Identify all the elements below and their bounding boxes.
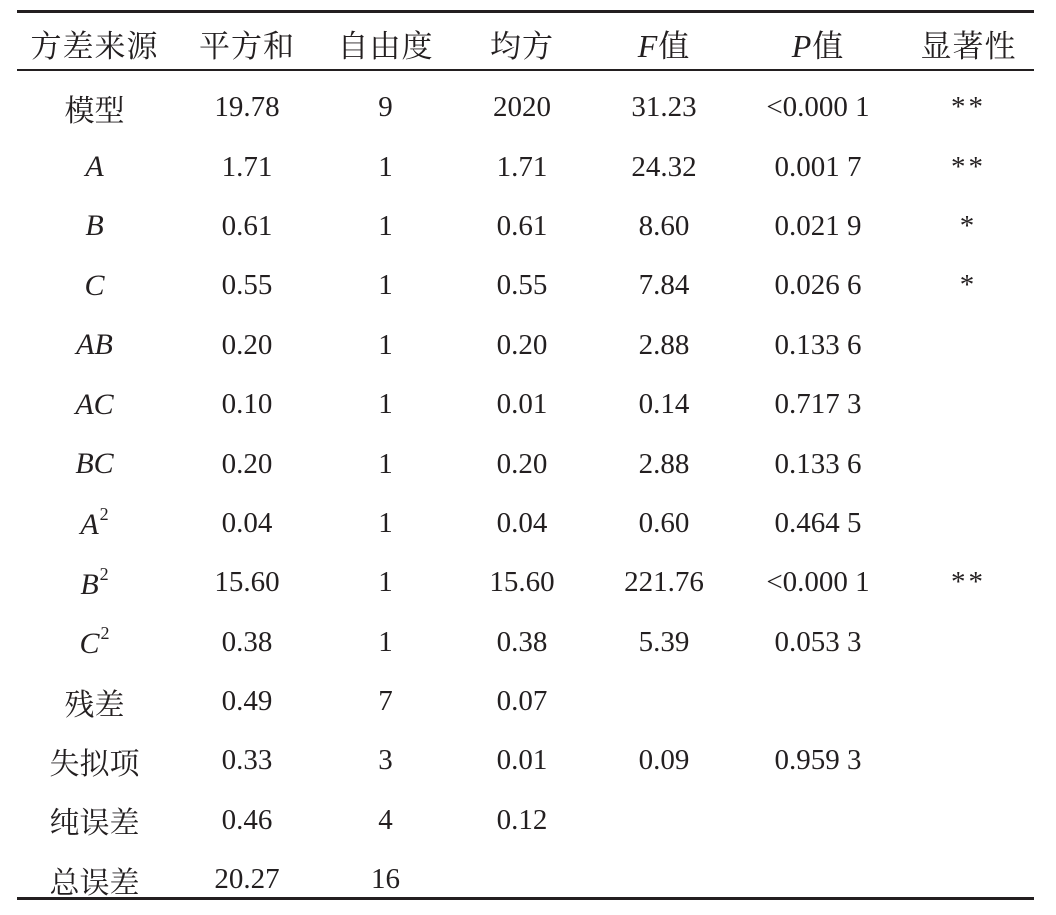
source-label: C [79,627,100,661]
cell-significance [903,494,1034,553]
cell-mean-square: 0.01 [496,744,548,777]
cell-source [17,256,172,315]
cell-f-value: 5.39 [638,625,690,658]
cell-significance [903,434,1034,493]
cell-p-value: 0.464 5 [774,506,862,539]
cell-df: 1 [378,625,393,658]
header-df: 自由度 [337,28,434,65]
cell-df: 1 [378,447,393,480]
cell-f-value: 8.60 [638,209,690,242]
cell-df: 1 [378,388,393,421]
cell-source [17,791,172,850]
cell-source [17,731,172,790]
cell-source [17,494,172,553]
cell-df: 16 [371,863,400,896]
cell-source [17,375,172,434]
table-row [17,375,1034,434]
table-row [17,78,1034,137]
header-f-value [595,0,733,78]
source-exponent: 2 [99,504,109,525]
cell-p-value: <0.000 1 [766,91,870,124]
cell-source [17,434,172,493]
cell-p-value: 0.133 6 [774,328,862,361]
cell-p-value: <0.000 1 [766,566,870,599]
table-row [17,731,1034,790]
cell-df: 3 [378,744,393,777]
header-f-letter: F [637,27,659,64]
cell-df: 1 [378,506,393,539]
table-row [17,613,1034,672]
cell-p-value: 0.021 9 [774,209,862,242]
cell-significance [903,316,1034,375]
cell-mean-square: 0.07 [496,685,548,718]
cell-df: 1 [378,150,393,183]
cell-sum-of-squares: 0.20 [221,447,273,480]
cell-mean-square: 0.12 [496,803,548,836]
source-label: 总误差 [49,865,140,901]
cell-df: 1 [378,328,393,361]
cell-mean-square: 0.20 [496,447,548,480]
cell-f-value: 0.14 [638,388,690,421]
cell-source [17,316,172,375]
source-label: 模型 [64,93,125,129]
cell-f-value: 7.84 [638,269,690,302]
table-row [17,494,1034,553]
cell-sum-of-squares: 1.71 [221,150,273,183]
cell-significance: ** [951,91,986,124]
source-label: B [80,567,99,601]
table-row [17,672,1034,731]
cell-p-value: 0.001 7 [774,150,862,183]
table-row [17,850,1034,909]
cell-sum-of-squares: 0.46 [221,803,273,836]
cell-df: 1 [378,209,393,242]
cell-source [17,137,172,196]
header-sum-of-squares: 平方和 [199,28,295,65]
cell-p-value: 0.717 3 [774,388,862,421]
cell-mean-square: 1.71 [496,150,548,183]
cell-significance: * [959,209,978,242]
cell-source [17,197,172,256]
source-label: BC [75,447,114,481]
cell-sum-of-squares: 0.33 [221,744,273,777]
source-label: 残差 [64,687,125,723]
cell-significance [903,613,1034,672]
cell-f-value: 0.09 [638,744,690,777]
cell-significance [903,672,1034,731]
header-f-suffix: 值 [658,28,691,65]
cell-mean-square [449,850,595,909]
cell-df: 7 [378,685,393,718]
table-row [17,434,1034,493]
cell-p-value: 0.053 3 [774,625,862,658]
cell-significance [903,731,1034,790]
header-source: 方差来源 [30,28,159,65]
cell-f-value [595,791,733,850]
cell-f-value: 2.88 [638,447,690,480]
cell-mean-square: 0.61 [496,209,548,242]
cell-f-value: 24.32 [631,150,697,183]
cell-mean-square: 0.01 [496,388,548,421]
table-row [17,137,1034,196]
cell-mean-square: 0.38 [496,625,548,658]
source-label: 失拟项 [49,746,140,782]
header-mean-square: 均方 [490,28,554,65]
table-row [17,316,1034,375]
cell-f-value: 2.88 [638,328,690,361]
table-row [17,197,1034,256]
cell-sum-of-squares: 0.61 [221,209,273,242]
cell-f-value [595,672,733,731]
cell-significance [903,375,1034,434]
cell-p-value: 0.026 6 [774,269,862,302]
cell-p-value [733,672,903,731]
cell-p-value: 0.133 6 [774,447,862,480]
cell-significance: ** [951,150,986,183]
source-label: A [85,150,104,184]
cell-f-value: 31.23 [631,91,697,124]
cell-sum-of-squares: 0.10 [221,388,273,421]
source-label: B [85,209,104,243]
cell-source [17,850,172,909]
cell-significance: ** [951,566,986,599]
table-header-row [17,0,1034,78]
anova-table [17,0,1034,909]
cell-source [17,613,172,672]
cell-significance: * [959,269,978,302]
cell-df: 1 [378,269,393,302]
cell-mean-square: 0.20 [496,328,548,361]
source-exponent: 2 [100,623,110,644]
source-label: 纯误差 [49,806,140,842]
source-label: C [84,268,105,302]
cell-significance [903,791,1034,850]
header-p-letter: P [791,27,813,64]
cell-f-value: 221.76 [624,566,704,599]
source-exponent: 2 [99,563,109,584]
source-label: AB [76,328,113,362]
cell-f-value: 0.60 [638,506,690,539]
cell-sum-of-squares: 15.60 [214,566,280,599]
cell-mean-square: 2020 [493,91,551,124]
cell-source [17,672,172,731]
cell-significance [903,850,1034,909]
cell-sum-of-squares: 0.20 [221,328,273,361]
cell-p-value [733,791,903,850]
table-body [17,78,1034,909]
cell-source [17,553,172,612]
cell-sum-of-squares: 19.78 [214,91,280,124]
cell-p-value [733,850,903,909]
source-label: A [80,508,99,542]
source-label: AC [75,387,114,421]
table-row [17,256,1034,315]
cell-mean-square: 15.60 [489,566,555,599]
cell-df: 9 [378,91,393,124]
table-row [17,791,1034,850]
cell-sum-of-squares: 0.04 [221,506,273,539]
cell-sum-of-squares: 0.55 [221,269,273,302]
header-p-value [733,0,903,78]
header-significance: 显著性 [920,28,1017,65]
cell-sum-of-squares: 0.49 [221,685,273,718]
cell-mean-square: 0.04 [496,506,548,539]
cell-sum-of-squares: 20.27 [214,863,280,896]
cell-df: 4 [378,803,393,836]
header-p-suffix: 值 [812,28,845,65]
cell-f-value [595,850,733,909]
cell-mean-square: 0.55 [496,269,548,302]
table-row [17,553,1034,612]
cell-p-value: 0.959 3 [774,744,862,777]
cell-sum-of-squares: 0.38 [221,625,273,658]
cell-source [17,78,172,137]
cell-df: 1 [378,566,393,599]
